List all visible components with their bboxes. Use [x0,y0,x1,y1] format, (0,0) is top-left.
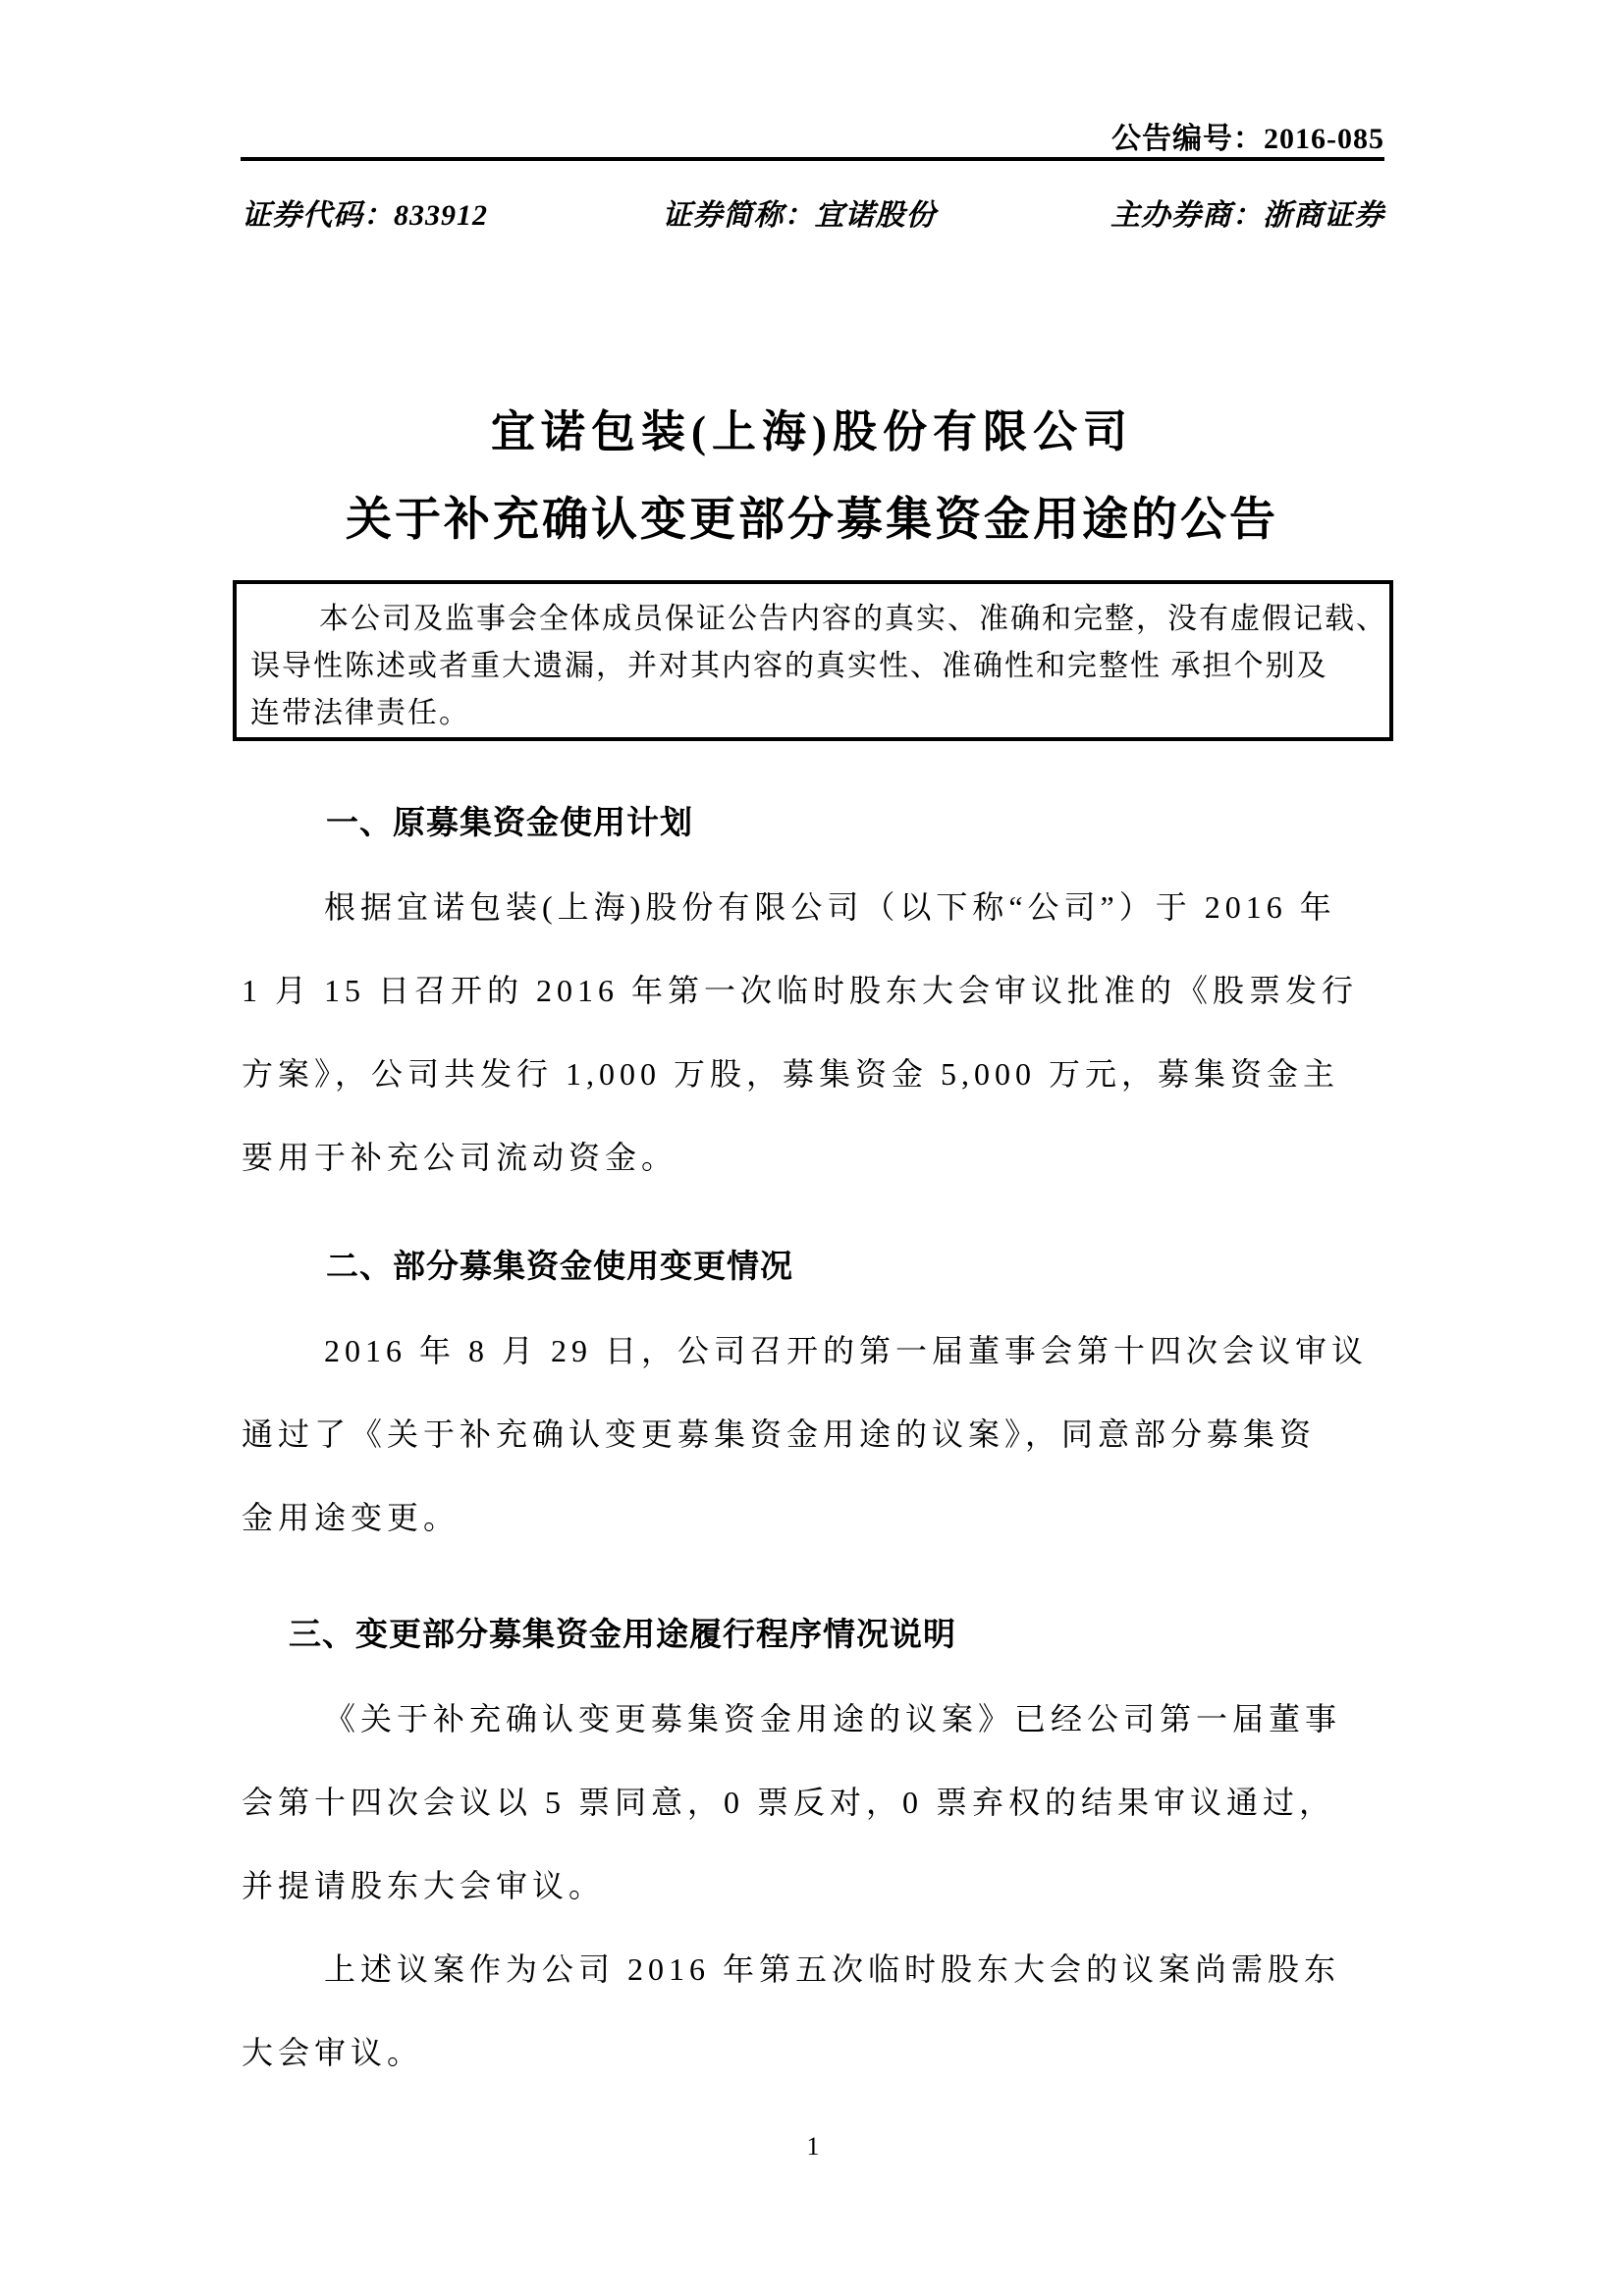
announcement-title: 关于补充确认变更部分募集资金用途的公告 [346,495,1278,546]
section-2-heading: 二、部分募集资金使用变更情况 [326,1250,793,1285]
securities-code: 证券代码：833912 [242,199,488,232]
paragraph-line: 要用于补充公司流动资金。 [242,1140,678,1175]
header-rule [241,157,1384,161]
sponsor-broker: 主办券商：浙商证券 [1110,199,1384,232]
document-body [242,782,1384,2166]
paragraph-line: 根据宜诺包装(上海)股份有限公司（以下称“公司”）于 2016 年 [324,889,1336,925]
disclaimer-line: 连带法律责任。 [250,697,470,729]
securities-short-name: 证券简称：宜诺股份 [662,199,937,232]
paragraph-line: 并提请股东大会审议。 [242,1868,606,1903]
disclaimer-line: 误导性陈述或者重大遗漏，并对其内容的真实性、准确性和完整性 承担个别及 [250,650,1328,682]
paragraph-line: 大会审议。 [242,2035,424,2070]
company-title: 宜诺包装(上海)股份有限公司 [491,407,1133,456]
paragraph-line: 金用途变更。 [242,1500,460,1535]
page-number: 1 [806,2132,820,2161]
paragraph-line: 通过了《关于补充确认变更募集资金用途的议案》，同意部分募集资 [242,1416,1317,1452]
announcement-number: 公告编号：2016-085 [1111,123,1384,155]
paragraph-line: 1 月 15 日召开的 2016 年第一次临时股东大会审议批准的《股票发行 [242,973,1359,1008]
paragraph-line: 会第十四次会议以 5 票同意，0 票反对，0 票弃权的结果审议通过， [242,1785,1336,1820]
paragraph-line: 《关于补充确认变更募集资金用途的议案》已经公司第一届董事 [324,1701,1342,1736]
disclaimer-box [233,580,1393,741]
paragraph-line: 2016 年 8 月 29 日，公司召开的第一届董事会第十四次会议审议 [324,1333,1369,1368]
securities-info-row [242,196,1384,236]
paragraph-line: 上述议案作为公司 2016 年第五次临时股东大会的议案尚需股东 [324,1951,1341,1987]
section-3-heading: 三、变更部分募集资金用途履行程序情况说明 [289,1618,956,1653]
paragraph-line: 方案》，公司共发行 1,000 万股，募集资金 5,000 万元，募集资金主 [242,1056,1340,1092]
disclaimer-line: 本公司及监事会全体成员保证公告内容的真实、准确和完整，没有虚假记载、 [319,603,1387,635]
section-1-heading: 一、原募集资金使用计划 [326,806,693,841]
